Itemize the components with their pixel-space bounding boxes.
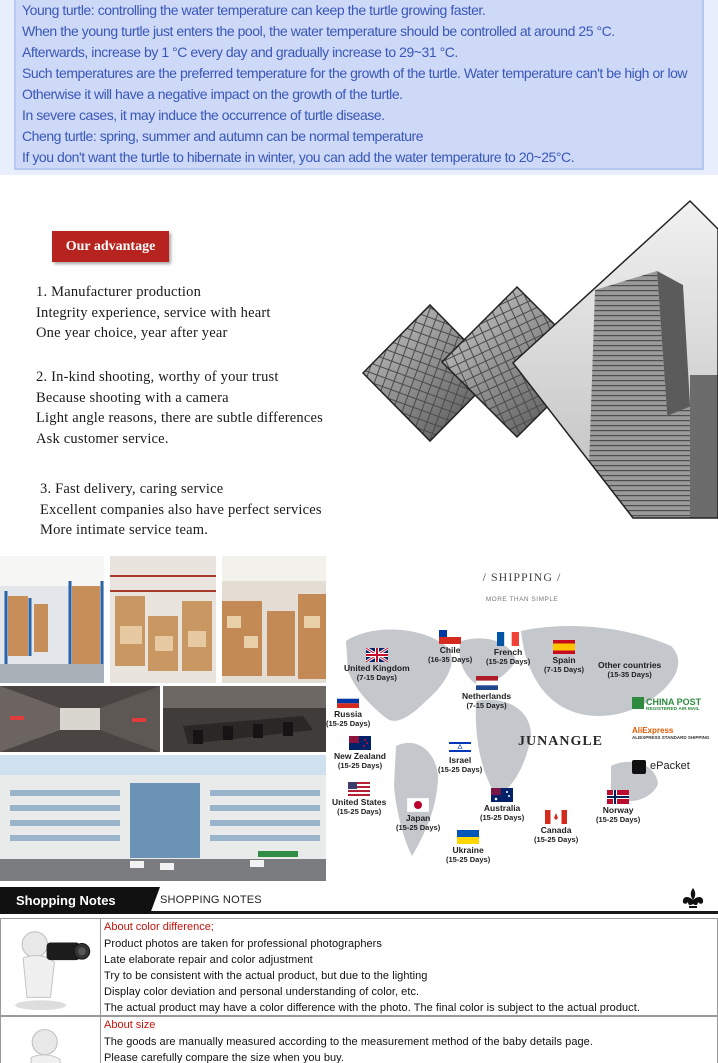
aliexpress-label: AliExpress xyxy=(632,726,674,735)
canada-flag-icon xyxy=(545,810,567,824)
diamond-large xyxy=(505,195,718,525)
temperature-line: Otherwise it will have a negative impact on the growth of the turtle. xyxy=(22,86,403,102)
country-united-kingdom xyxy=(344,648,410,683)
shopping-notes-caption: SHOPPING NOTES xyxy=(160,894,262,906)
note-color-difference xyxy=(0,918,718,1016)
shipping-title: / SHIPPING / xyxy=(482,570,562,584)
country-days: (15-25 Days) xyxy=(446,855,491,864)
country-new-zealand xyxy=(334,736,386,771)
advantage-line: 2. In-kind shooting, worthy of your trust xyxy=(36,369,279,385)
country-name: Canada xyxy=(540,825,572,835)
note-line: The goods are manually measured according to the measurement method of the baby details page. xyxy=(104,1035,593,1048)
note-line: Product photos are taken for professional photographers xyxy=(104,937,382,950)
country-days: (15-25 Days) xyxy=(534,835,579,844)
temperature-line: In severe cases, it may induce the occurrence of turtle disease. xyxy=(22,107,385,123)
advantage-line: 3. Fast delivery, caring service xyxy=(40,481,224,497)
country-australia xyxy=(480,788,524,823)
china-post-logo xyxy=(632,697,701,712)
country-name: United States xyxy=(332,797,387,807)
advantage-line: One year choice, year after year xyxy=(36,325,228,341)
country-french xyxy=(486,632,530,667)
advantage-line: Light angle reasons, there are subtle differences xyxy=(36,410,323,426)
country-name: New Zealand xyxy=(334,751,386,761)
country-name: Other countries xyxy=(598,660,662,670)
country-name: Norway xyxy=(602,805,634,815)
country-days: (7-15 Days) xyxy=(356,673,397,682)
temperature-info-box xyxy=(14,0,704,170)
photographer-figure-image xyxy=(1,919,101,1015)
aliexpress-sublabel: ALIEXPRESS STANDARD SHIPPING xyxy=(632,735,710,740)
advantage-section xyxy=(0,195,718,545)
country-days: (15-25 Days) xyxy=(596,815,641,824)
building-diamond-image xyxy=(345,195,718,525)
note-text xyxy=(104,920,640,1017)
meeting-room-photo xyxy=(163,686,326,752)
ukraine-flag-icon xyxy=(457,830,479,844)
note-line: Please carefully compare the size when you buy. xyxy=(104,1051,344,1063)
country-netherlands xyxy=(462,676,511,711)
norway-flag-icon xyxy=(607,790,629,804)
note-line: The actual product may have a color difference with the photo. The final color is subject to the actual product. xyxy=(104,1002,640,1015)
country-spain xyxy=(544,640,584,675)
country-name: Japan xyxy=(405,813,431,823)
netherlands-flag-icon xyxy=(476,676,498,690)
country-days: (15-25 Days) xyxy=(337,761,383,770)
country-name: Chile xyxy=(439,645,461,655)
shipping-subtitle: MORE THAN SIMPLE xyxy=(485,596,559,603)
temperature-section xyxy=(0,0,718,175)
country-chile xyxy=(428,630,472,665)
advantage-badge: Our advantage xyxy=(52,231,169,262)
note-title: About size xyxy=(104,1019,156,1031)
spain-flag-icon xyxy=(553,640,575,654)
japan-flag-icon xyxy=(407,798,429,812)
country-other xyxy=(598,660,661,680)
country-days: (15-25 Days) xyxy=(480,813,525,822)
note-size xyxy=(0,1016,718,1063)
usa-flag-icon xyxy=(348,782,370,796)
country-name: Spain xyxy=(552,655,576,665)
note-title: About color difference; xyxy=(104,921,214,933)
advantage-line: 1. Manufacturer production xyxy=(36,284,202,300)
france-flag-icon xyxy=(497,632,519,646)
temperature-line: When the young turtle just enters the pool, the water temperature should be controlled at around 25 °C. xyxy=(22,23,615,39)
country-days: (15-35 Days) xyxy=(607,670,652,679)
country-name: Ukraine xyxy=(452,845,484,855)
country-days: (15-25 Days) xyxy=(438,765,483,774)
china-post-label: CHINA POST xyxy=(646,697,702,708)
china-post-sublabel: REGISTERED AIR MAIL xyxy=(646,707,700,712)
country-name: United Kingdom xyxy=(344,663,410,673)
warehouse-photo-1 xyxy=(0,556,104,683)
advantage-block-1 xyxy=(36,282,271,344)
shopping-notes-badge: Shopping Notes xyxy=(0,887,150,914)
office-corridor-photo xyxy=(0,686,160,752)
country-name: Russia xyxy=(334,709,363,719)
country-days: (7-15 Days) xyxy=(466,701,507,710)
epacket-icon xyxy=(632,760,646,774)
factory-photos xyxy=(0,556,326,881)
note-text xyxy=(104,1018,593,1063)
measuring-figure-image xyxy=(1,1017,101,1063)
new-zealand-flag-icon xyxy=(349,736,371,750)
temperature-line: Young turtle: controlling the water temperature can keep the turtle growing faster. xyxy=(22,2,486,18)
russia-flag-icon xyxy=(337,694,359,708)
china-post-icon xyxy=(632,697,644,709)
country-united-states xyxy=(332,782,386,817)
advantage-line: Ask customer service. xyxy=(36,430,169,447)
aliexpress-logo xyxy=(632,726,709,740)
note-line: Display color deviation and personal understanding of color, etc. xyxy=(104,986,420,999)
warehouse-photo-2 xyxy=(110,556,216,683)
uk-flag-icon xyxy=(366,648,388,662)
advantage-line: Because shooting with a camera xyxy=(36,389,229,406)
temperature-line: Afterwards, increase by 1 °C every day and gradually increase to 29~31 °C. xyxy=(22,44,458,60)
country-days: (15-25 Days) xyxy=(486,657,531,666)
fleur-de-lis-icon xyxy=(680,887,706,911)
warehouse-photo-3 xyxy=(222,556,326,683)
shipping-section xyxy=(326,556,718,881)
temperature-line: Cheng turtle: spring, summer and autumn can be normal temperature xyxy=(22,128,424,144)
country-days: (16-35 Days) xyxy=(428,655,473,664)
country-israel xyxy=(438,740,482,775)
chile-flag-icon xyxy=(439,630,461,644)
advantage-line: More intimate service team. xyxy=(40,522,209,538)
advantage-line: Integrity experience, service with heart xyxy=(36,304,271,321)
country-norway xyxy=(596,790,640,825)
temperature-lines xyxy=(22,0,687,168)
temperature-line: If you don't want the turtle to hibernate in winter, you can add the water temperature to 20~25°C. xyxy=(22,149,575,165)
israel-flag-icon xyxy=(449,740,471,754)
epacket-label: ePacket xyxy=(650,760,690,773)
note-line: Try to be consistent with the actual product, but due to the lighting xyxy=(104,969,428,982)
advantage-block-2 xyxy=(36,367,323,449)
country-days: (15-25 Days) xyxy=(337,807,382,816)
australia-flag-icon xyxy=(491,788,513,802)
country-ukraine xyxy=(446,830,490,865)
country-name: Israel xyxy=(448,755,472,765)
temperature-line: Such temperatures are the preferred temperature for the growth of the turtle. Water temperature can't be high or low xyxy=(22,65,688,81)
country-days: (15-25 Days) xyxy=(396,823,441,832)
country-name: Australia xyxy=(483,803,521,813)
note-line: Late elaborate repair and color adjustment xyxy=(104,953,313,966)
country-days: (7-15 Days) xyxy=(544,665,585,674)
advantage-block-3 xyxy=(40,479,322,541)
brand-name: JUNANGLE xyxy=(518,734,604,749)
country-name: Netherlands xyxy=(462,691,512,701)
factory-building-photo xyxy=(0,755,326,881)
shopping-notes-header xyxy=(0,887,718,914)
epacket-logo xyxy=(632,760,690,774)
country-russia xyxy=(326,694,370,729)
advantage-line: Excellent companies also have perfect services xyxy=(40,501,322,518)
country-name: French xyxy=(493,647,523,657)
country-japan xyxy=(396,798,440,833)
country-canada xyxy=(534,810,578,845)
country-days: (15-25 Days) xyxy=(326,719,371,728)
